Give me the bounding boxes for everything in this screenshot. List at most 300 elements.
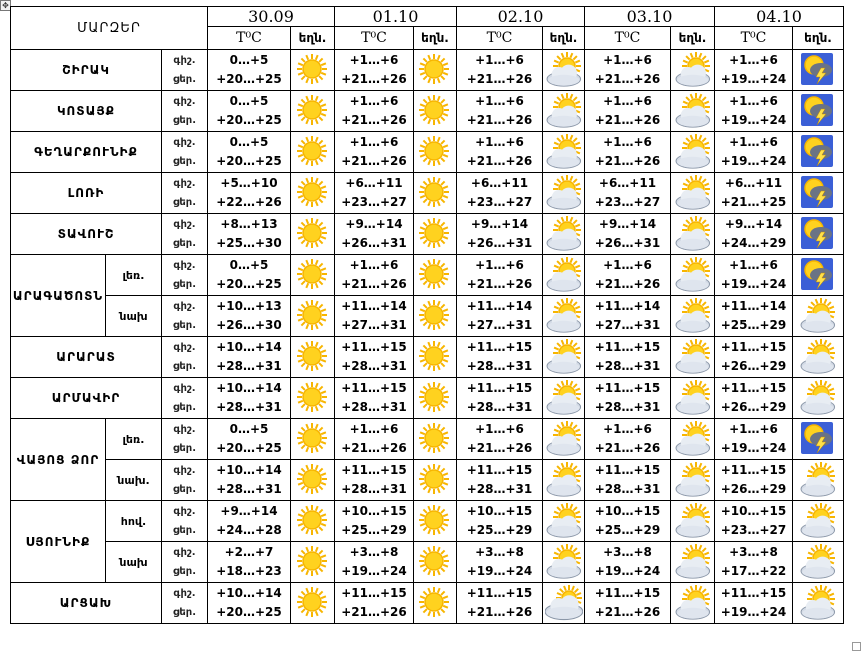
day-temp: +28…+31 (216, 359, 282, 373)
day-temp: +19…+24 (720, 277, 787, 291)
night-temp: +11…+15 (594, 586, 661, 600)
weather-cell (671, 132, 715, 173)
day-night-label (162, 583, 208, 624)
temperature-cell (208, 91, 291, 132)
night-temp: +9…+14 (345, 217, 403, 231)
sun-icon (294, 462, 332, 498)
weather-cell (793, 460, 844, 501)
partly-cloudy-icon (674, 175, 712, 211)
weather-cell (543, 255, 585, 296)
day-temp: +21…+26 (466, 605, 533, 619)
night-temp: +10…+15 (466, 504, 533, 518)
partly-cloudy-icon (674, 216, 712, 252)
weather-cell (414, 296, 457, 337)
night-label: գիշ. (173, 588, 196, 599)
sun-icon (294, 134, 332, 170)
day-temp: +20…+25 (216, 605, 282, 619)
night-temp: +10…+14 (216, 586, 282, 600)
day-label: ցեր. (172, 402, 197, 413)
night-temp: +10…+14 (216, 463, 282, 477)
night-temp: +6…+11 (345, 176, 403, 190)
night-temp: +11…+15 (720, 463, 787, 477)
day-temp: +18…+23 (216, 564, 282, 578)
partly-cloudy-icon (674, 585, 712, 621)
weather-cell (291, 132, 335, 173)
night-label: գիշ. (173, 506, 196, 517)
temperature-cell (208, 501, 291, 542)
weather-cell (291, 173, 335, 214)
weather-cell (793, 542, 844, 583)
weather-cell (671, 214, 715, 255)
temperature-cell (457, 214, 543, 255)
night-temp: +9…+14 (220, 504, 278, 518)
weather-cell (671, 419, 715, 460)
night-temp: +1…+6 (729, 258, 778, 272)
day-label: ցեր. (172, 566, 197, 577)
night-temp: +1…+6 (603, 94, 652, 108)
temperature-cell (715, 132, 793, 173)
day-temp: +20…+25 (216, 113, 282, 127)
day-temp: +27…+31 (341, 318, 407, 332)
day-night-label (162, 132, 208, 173)
table-move-handle-icon[interactable]: ✥ (0, 0, 11, 11)
temperature-cell (457, 542, 543, 583)
day-temp: +28…+31 (466, 482, 533, 496)
temperature-cell (585, 501, 671, 542)
table-row (11, 460, 844, 501)
temp-header: Т⁰C (208, 27, 291, 50)
weather-cell (793, 132, 844, 173)
weather-cell (793, 173, 844, 214)
night-temp: +11…+14 (720, 299, 787, 313)
night-temp: +1…+6 (603, 422, 652, 436)
regions-header: ՄԱՐԶԵՐ (11, 7, 208, 50)
day-temp: +21…+26 (466, 154, 533, 168)
night-label: գիշ. (173, 383, 196, 394)
night-label: գիշ. (173, 96, 196, 107)
thunderstorm-icon (799, 134, 837, 170)
night-temp: +1…+6 (603, 135, 652, 149)
temp-header: Т⁰C (585, 27, 671, 50)
night-temp: +5…+10 (220, 176, 278, 190)
temperature-cell (585, 378, 671, 419)
day-temp: +28…+31 (216, 482, 282, 496)
temperature-cell (335, 460, 414, 501)
day-temp: +22…+26 (216, 195, 282, 209)
temperature-cell (208, 296, 291, 337)
region-name: ՏԱՎՈՒՇ (11, 214, 162, 255)
weather-cell (543, 419, 585, 460)
partly-cloudy-icon (799, 380, 837, 416)
weather-cell (543, 460, 585, 501)
weather-cell (291, 460, 335, 501)
temperature-cell (715, 214, 793, 255)
temperature-cell (208, 173, 291, 214)
subregion-label: նախ (106, 542, 162, 583)
weather-cell (671, 255, 715, 296)
night-temp: +1…+6 (349, 258, 399, 272)
weather-header: եղն. (793, 27, 844, 50)
day-temp: +19…+24 (720, 154, 787, 168)
day-temp: +19…+24 (720, 72, 787, 86)
day-temp: +19…+24 (466, 564, 533, 578)
night-label: գիշ. (173, 55, 196, 66)
partly-cloudy-icon (799, 462, 837, 498)
weather-cell (543, 542, 585, 583)
thunderstorm-icon (799, 257, 837, 293)
temperature-cell (585, 542, 671, 583)
night-temp: +3…+8 (603, 545, 652, 559)
sun-icon (294, 585, 332, 621)
date-header: 03.10 (585, 7, 715, 27)
partly-cloudy-icon (674, 503, 712, 539)
night-temp: +11…+15 (594, 381, 661, 395)
temperature-cell (457, 583, 543, 624)
temperature-cell (715, 337, 793, 378)
date-header: 30.09 (208, 7, 335, 27)
day-temp: +28…+31 (341, 359, 407, 373)
night-temp: +1…+6 (349, 53, 399, 67)
temperature-cell (457, 50, 543, 91)
day-temp: +26…+29 (720, 482, 787, 496)
temperature-cell (208, 378, 291, 419)
weather-cell (543, 173, 585, 214)
weather-cell (291, 542, 335, 583)
day-night-label (162, 419, 208, 460)
day-night-label (162, 501, 208, 542)
weather-cell (543, 501, 585, 542)
sun-icon (294, 298, 332, 334)
day-temp: +21…+26 (341, 441, 407, 455)
temperature-cell (335, 583, 414, 624)
temperature-cell (335, 50, 414, 91)
sun-icon (294, 93, 332, 129)
partly-cloudy-icon (674, 339, 712, 375)
day-temp: +25…+30 (216, 236, 282, 250)
day-label: ցեր. (172, 443, 197, 454)
temperature-cell (208, 460, 291, 501)
weather-cell (671, 501, 715, 542)
region-name: ԱՐՑԱԽ (11, 583, 162, 624)
temperature-cell (457, 296, 543, 337)
night-temp: +11…+14 (594, 299, 661, 313)
weather-cell (414, 501, 457, 542)
temperature-cell (457, 460, 543, 501)
night-temp: +9…+14 (724, 217, 783, 231)
day-temp: +21…+26 (341, 605, 407, 619)
weather-cell (671, 91, 715, 132)
temperature-cell (208, 583, 291, 624)
partly-cloudy-icon (674, 93, 712, 129)
day-temp: +20…+25 (216, 72, 282, 86)
partly-cloudy-icon (545, 503, 583, 539)
temperature-cell (715, 50, 793, 91)
temperature-cell (457, 501, 543, 542)
night-temp: +1…+6 (729, 94, 778, 108)
night-label: գիշ. (173, 465, 196, 476)
partly-cloudy-icon (674, 421, 712, 457)
temperature-cell (457, 255, 543, 296)
table-row (11, 132, 844, 173)
day-temp: +26…+29 (720, 400, 787, 414)
partly-cloudy-icon (674, 462, 712, 498)
weather-cell (543, 214, 585, 255)
day-night-label (162, 337, 208, 378)
temperature-cell (715, 501, 793, 542)
night-temp: +1…+6 (603, 53, 652, 67)
forecast-table (10, 6, 844, 624)
weather-cell (793, 255, 844, 296)
temperature-cell (715, 91, 793, 132)
sun-icon (416, 380, 454, 416)
day-label: ցեր. (172, 74, 197, 85)
day-temp: +21…+26 (466, 277, 533, 291)
night-temp: +1…+6 (475, 135, 524, 149)
night-temp: +3…+8 (729, 545, 778, 559)
sun-icon (416, 134, 454, 170)
weather-cell (291, 337, 335, 378)
day-temp: +21…+26 (594, 441, 661, 455)
sun-icon (416, 585, 454, 621)
partly-cloudy-icon (674, 298, 712, 334)
night-temp: +11…+14 (341, 299, 407, 313)
day-label: ցեր. (172, 156, 197, 167)
night-temp: 0…+5 (229, 258, 269, 272)
night-temp: +1…+6 (475, 258, 524, 272)
table-row (11, 378, 844, 419)
day-label: ցեր. (172, 525, 197, 536)
sun-icon (294, 380, 332, 416)
night-temp: +1…+6 (475, 53, 524, 67)
night-temp: +10…+15 (341, 504, 407, 518)
day-temp: +26…+31 (341, 236, 407, 250)
table-row (11, 337, 844, 378)
partly-cloudy-icon (799, 503, 837, 539)
night-temp: +1…+6 (475, 422, 524, 436)
day-temp: +20…+25 (216, 277, 282, 291)
temperature-cell (715, 460, 793, 501)
weather-cell (414, 460, 457, 501)
day-temp: +26…+31 (594, 236, 661, 250)
night-temp: +11…+15 (594, 463, 661, 477)
partly-cloudy-icon (799, 339, 837, 375)
night-temp: +3…+8 (475, 545, 524, 559)
day-temp: +27…+31 (466, 318, 533, 332)
weather-cell (793, 419, 844, 460)
weather-cell (671, 296, 715, 337)
temp-header: Т⁰C (715, 27, 793, 50)
sun-icon (294, 216, 332, 252)
weather-header: եղն. (671, 27, 715, 50)
temperature-cell (208, 419, 291, 460)
night-label: գիշ. (173, 260, 196, 271)
day-temp: +23…+27 (466, 195, 533, 209)
partly-cloudy-icon (545, 93, 583, 129)
night-temp: +10…+15 (594, 504, 661, 518)
temperature-cell (715, 542, 793, 583)
partly-cloudy-icon (545, 175, 583, 211)
temperature-cell (715, 419, 793, 460)
sun-icon (294, 503, 332, 539)
weather-cell (291, 91, 335, 132)
night-temp: +1…+6 (729, 135, 778, 149)
region-name: ՇԻՐԱԿ (11, 50, 162, 91)
partly-cloudy-icon (674, 52, 712, 88)
day-label: ցեր. (172, 361, 197, 372)
weather-cell (543, 91, 585, 132)
day-temp: +19…+24 (720, 441, 787, 455)
day-temp: +23…+27 (594, 195, 661, 209)
table-row (11, 50, 844, 91)
temperature-cell (585, 337, 671, 378)
sun-storm-icon (799, 216, 837, 252)
temperature-cell (457, 378, 543, 419)
table-resize-handle[interactable] (852, 642, 861, 651)
temperature-cell (208, 255, 291, 296)
temperature-cell (457, 173, 543, 214)
day-temp: +21…+26 (466, 113, 533, 127)
weather-cell (543, 50, 585, 91)
weather-header: եղն. (291, 27, 335, 50)
day-label: ցեր. (172, 484, 197, 495)
cloud-icon (545, 585, 583, 621)
day-night-label (162, 296, 208, 337)
night-temp: +9…+14 (598, 217, 657, 231)
night-temp: +11…+15 (341, 381, 407, 395)
day-temp: +28…+31 (216, 400, 282, 414)
day-temp: +19…+24 (720, 605, 787, 619)
partly-cloudy-icon (545, 462, 583, 498)
temperature-cell (457, 337, 543, 378)
temperature-cell (585, 419, 671, 460)
temperature-cell (715, 173, 793, 214)
day-night-label (162, 173, 208, 214)
temperature-cell (715, 296, 793, 337)
night-temp: +1…+6 (475, 94, 524, 108)
night-label: գիշ. (173, 301, 196, 312)
table-row (11, 91, 844, 132)
sun-icon (416, 175, 454, 211)
day-temp: +25…+29 (341, 523, 407, 537)
weather-cell (291, 255, 335, 296)
day-temp: +21…+26 (594, 605, 661, 619)
day-night-label (162, 255, 208, 296)
partly-cloudy-icon (545, 52, 583, 88)
day-temp: +26…+29 (720, 359, 787, 373)
weather-cell (671, 583, 715, 624)
night-temp: +11…+15 (594, 340, 661, 354)
night-temp: 0…+5 (229, 53, 269, 67)
weather-cell (291, 583, 335, 624)
temperature-cell (335, 337, 414, 378)
day-temp: +24…+29 (720, 236, 787, 250)
weather-cell (671, 173, 715, 214)
weather-cell (543, 296, 585, 337)
temperature-cell (715, 378, 793, 419)
temperature-cell (585, 296, 671, 337)
weather-cell (543, 378, 585, 419)
weather-cell (414, 337, 457, 378)
sun-icon (416, 421, 454, 457)
temperature-cell (335, 542, 414, 583)
partly-cloudy-icon (674, 134, 712, 170)
sun-icon (294, 339, 332, 375)
day-label: ցեր. (172, 115, 197, 126)
day-temp: +23…+27 (341, 195, 407, 209)
partly-cloudy-icon (545, 134, 583, 170)
temperature-cell (715, 583, 793, 624)
night-temp: +1…+6 (729, 53, 778, 67)
temperature-cell (585, 50, 671, 91)
temperature-cell (335, 91, 414, 132)
day-temp: +19…+24 (341, 564, 407, 578)
partly-cloudy-icon (545, 421, 583, 457)
temperature-cell (335, 132, 414, 173)
partly-cloudy-icon (545, 257, 583, 293)
day-label: ցեր. (172, 238, 197, 249)
day-night-label (162, 378, 208, 419)
region-name: ԱՐԱՐԱՏ (11, 337, 162, 378)
table-row (11, 542, 844, 583)
temperature-cell (335, 255, 414, 296)
weather-cell (291, 378, 335, 419)
day-night-label (162, 91, 208, 132)
day-temp: +23…+27 (720, 523, 787, 537)
sun-icon (294, 421, 332, 457)
temperature-cell (208, 337, 291, 378)
day-temp: +21…+26 (341, 154, 407, 168)
weather-cell (414, 214, 457, 255)
day-temp: +26…+30 (216, 318, 282, 332)
partly-cloudy-icon (545, 339, 583, 375)
temperature-cell (457, 419, 543, 460)
subregion-label: հով. (106, 501, 162, 542)
weather-cell (793, 501, 844, 542)
sun-icon (416, 257, 454, 293)
temperature-cell (585, 173, 671, 214)
partly-cloudy-icon (545, 298, 583, 334)
temperature-cell (335, 419, 414, 460)
night-temp: 0…+5 (229, 94, 269, 108)
weather-cell (671, 337, 715, 378)
weather-cell (414, 542, 457, 583)
temperature-cell (585, 91, 671, 132)
date-header: 04.10 (715, 7, 844, 27)
region-name: ԱՐՄԱՎԻՐ (11, 378, 162, 419)
day-label: ցեր. (172, 607, 197, 618)
night-temp: +10…+14 (216, 381, 282, 395)
sun-icon (294, 175, 332, 211)
night-temp: +11…+15 (720, 381, 787, 395)
day-temp: +25…+29 (466, 523, 533, 537)
partly-cloudy-icon (799, 585, 837, 621)
day-temp: +20…+25 (216, 154, 282, 168)
weather-cell (291, 296, 335, 337)
day-temp: +28…+31 (466, 400, 533, 414)
temperature-cell (585, 255, 671, 296)
sun-icon (416, 339, 454, 375)
temperature-cell (335, 173, 414, 214)
night-temp: +10…+13 (216, 299, 282, 313)
sun-icon (416, 52, 454, 88)
sun-icon (416, 216, 454, 252)
night-temp: +10…+15 (720, 504, 787, 518)
day-temp: +21…+26 (594, 72, 661, 86)
weather-cell (543, 583, 585, 624)
day-temp: +21…+26 (594, 154, 661, 168)
temperature-cell (335, 214, 414, 255)
day-temp: +21…+26 (466, 441, 533, 455)
